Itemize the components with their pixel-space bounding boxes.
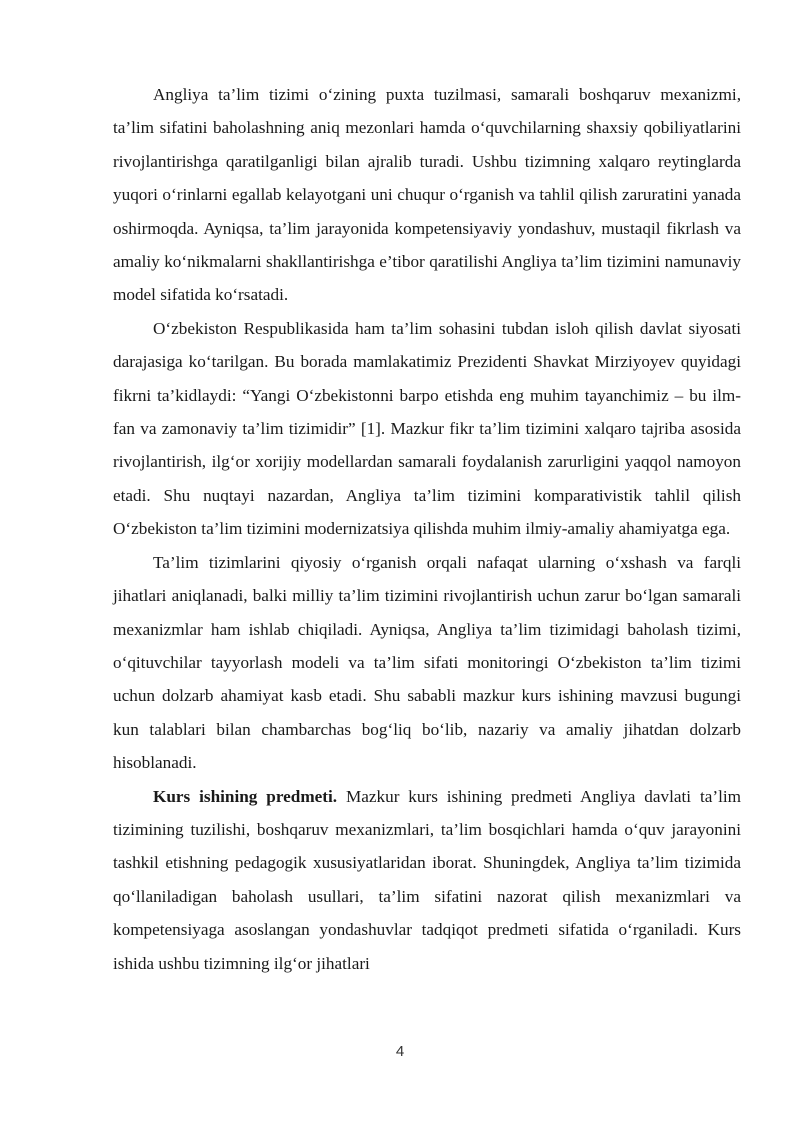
paragraph-1: [113, 78, 741, 312]
page-number: 4: [395, 1043, 405, 1060]
paragraph-3-text: Ta’lim tizimlarini qiyosiy o‘rganish orqali nafaqat ularning o‘xshash va farqli jihatlari aniqlanadi, balki milliy ta’lim tizimini rivojlantirish uchun zarur bo‘lgan samarali mexanizmlar ham ishlab chiqiladi. Ayniqsa, Angliya ta’lim tizimidagi baholash tizimi, o‘qituvchilar tayyorlash modeli va ta’lim sifati monitoringi O‘zbekiston ta’lim tizimi uchun dolzarb ahamiyat kasb etadi. Shu sababli mazkur kurs ishining mavzusi bugungi kun talablari bilan chambarchas bog‘liq bo‘lib, nazariy va amaliy jihatdan dolzarb hisoblanadi.: [113, 552, 741, 773]
paragraph-2-text: O‘zbekiston Respublikasida ham ta’lim sohasini tubdan isloh qilish davlat siyosati darajasiga ko‘tarilgan. Bu borada mamlakatimiz Prezidenti Shavkat Mirziyoyev quyidagi fikrni ta’kidlaydi: “Yangi O‘zbekistonni barpo etishda eng muhim tayanchimiz – bu ilm-fan va zamonaviy ta’lim tizimidir” [1]. Mazkur fikr ta’lim tizimini xalqaro tajriba asosida rivojlantirish, ilg‘or xorijiy modellardan samarali foydalanish zarurligini yaqqol namoyon etadi. Shu nuqtayi nazardan, Angliya ta’lim tizimini komparativistik tahlil qilish O‘zbekiston ta’lim tizimini modernizatsiya qilishda muhim ilmiy-amaliy ahamiyatga ega.: [113, 318, 741, 539]
body-text: [113, 78, 741, 980]
paragraph-4: [113, 780, 741, 980]
paragraph-2: [113, 312, 741, 546]
paragraph-3: [113, 546, 741, 780]
paragraph-4-heading: Kurs ishining predmeti.: [153, 786, 338, 806]
paragraph-1-text: Angliya ta’lim tizimi o‘zining puxta tuzilmasi, samarali boshqaruv mexanizmi, ta’lim sifatini baholashning aniq mezonlari hamda o‘quvchilarning shaxsiy qobiliyatlarini rivojlantirishga qaratilganligi bilan ajralib turadi. Ushbu tizimning xalqaro reytinglarda yuqori o‘rinlarni egallab kelayotgani uni chuqur o‘rganish va tahlil qilish zaruratini yanada oshirmoqda. Ayniqsa, ta’lim jarayonida kompetensiyaviy yondashuv, mustaqil fikrlash va amaliy ko‘nikmalarni shakllantirishga e’tibor qaratilishi Angliya ta’lim tizimini namunaviy model sifatida ko‘rsatadi.: [113, 85, 741, 305]
paragraph-4-text: Mazkur kurs ishining predmeti Angliya davlati ta’lim tizimining tuzilishi, boshqaruv mexanizmlari, ta’lim bosqichlari hamda o‘quv jarayonini tashkil etishning pedagogik xususiyatlaridan iborat. Shuningdek, Angliya ta’lim tizimida qo‘llaniladigan baholash usullari, ta’lim sifatini nazorat qilish mexanizmlari va kompetensiyaga asoslangan yondashuvlar tadqiqot predmeti sifatida o‘rganiladi. Kurs ishida ushbu tizimning ilg‘or jihatlari: [113, 786, 741, 973]
